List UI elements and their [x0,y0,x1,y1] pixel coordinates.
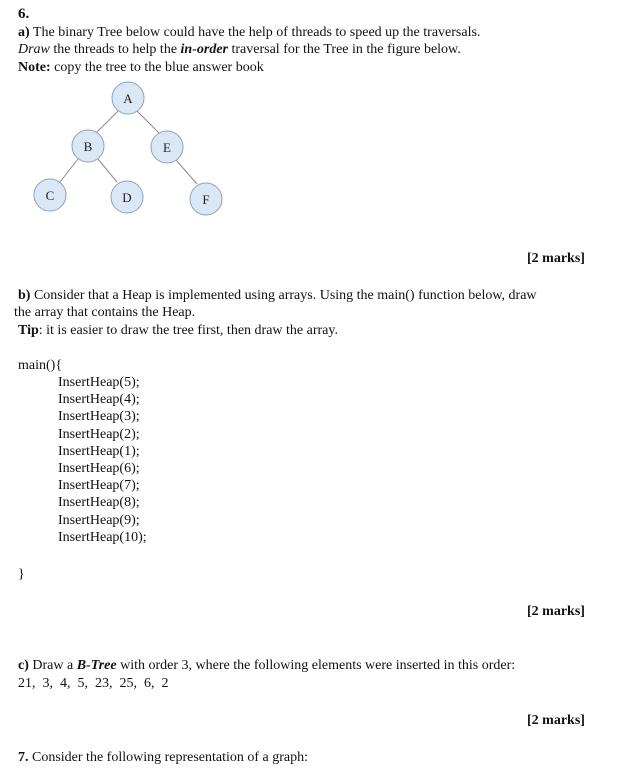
part-a-label: a) [18,25,30,40]
insert-call: InsertHeap(8); [58,495,140,511]
edge-b-d [98,159,117,182]
part-a-line2-end: traversal for the Tree in the figure below. [231,42,461,57]
insert-call: InsertHeap(1); [58,443,140,459]
heap-insert-calls [58,374,147,546]
tip-label: Tip [18,323,39,338]
insert-call: InsertHeap(7); [58,478,140,494]
part-c-marks: [2 marks] [527,713,585,728]
part-b-line1 [18,287,537,304]
draw-word: Draw [18,42,50,57]
part-c-line1 [18,657,515,674]
insert-call: InsertHeap(3); [58,409,140,425]
question-number-6: 6. [18,6,30,22]
insert-call: InsertHeap(9); [58,512,140,528]
insert-call: InsertHeap(10); [58,529,147,545]
main-close: } [18,567,25,582]
edge-a-e [137,111,160,134]
part-b-line1-text: Consider that a Heap is implemented using arrays. Using the main() function below, draw [33,288,537,303]
tree-node-b-label: B [83,139,93,154]
part-b-marks: [2 marks] [527,604,585,619]
edge-b-c [60,159,78,182]
question-7-text: Consider the following representation of a graph: [32,750,309,765]
part-b-line2: the array that contains the Heap. [14,305,196,320]
tree-node-d-label: D [122,190,132,205]
insert-call: InsertHeap(4); [58,392,140,408]
part-c-pre: Draw a [32,658,74,673]
question-number-7: 7. [18,750,29,765]
part-b-label: b) [18,288,31,303]
main-open: main(){ [18,358,63,373]
insert-call: InsertHeap(2); [58,426,140,442]
note-label: Note: [18,60,51,75]
note-text: copy the tree to the blue answer book [54,60,264,75]
part-a-line1-text: The binary Tree below could have the help of threads to speed up the traversals. [32,25,481,40]
tree-node-e-label: E [163,140,171,155]
binary-tree-figure [0,0,620,230]
part-a-line2-mid: the threads to help the [53,42,178,57]
insert-call: InsertHeap(6); [58,460,140,476]
tip-text: : it is easier to draw the tree first, then draw the array. [38,323,338,338]
question-7-line [18,749,308,766]
tree-node-f-label: F [202,192,210,207]
tree-node-c-label: C [45,188,55,203]
edge-e-f [176,160,197,184]
part-c-post: with order 3, where the following elements were inserted in this order: [120,658,516,673]
part-c-label: c) [18,658,29,673]
edge-a-b [95,111,118,134]
insert-call: InsertHeap(5); [58,375,140,390]
btree-word: B-Tree [76,658,117,673]
part-b-tip [18,322,338,339]
part-a-marks: [2 marks] [527,251,585,266]
btree-elements: 21, 3, 4, 5, 23, 25, 6, 2 [18,676,169,691]
tree-node-a-label: A [123,91,133,106]
in-order-word: in-order [180,42,228,57]
